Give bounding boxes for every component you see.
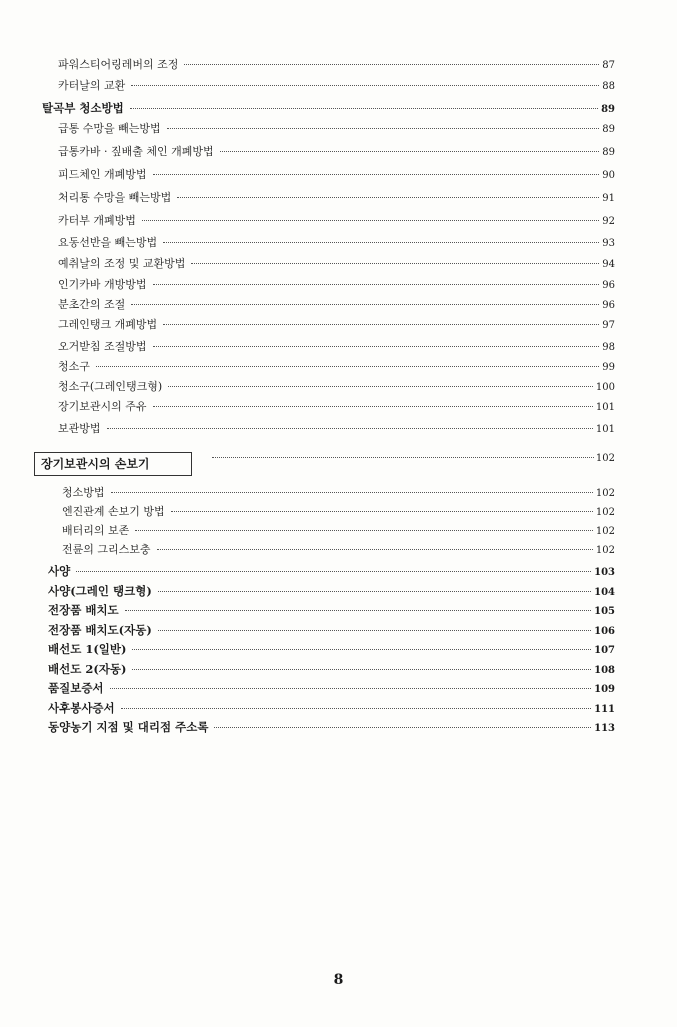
toc-entry[interactable] (58, 145, 615, 160)
leader-dots (220, 151, 600, 152)
toc-entry-page: 89 (602, 124, 615, 135)
toc-entry[interactable] (58, 257, 615, 272)
toc-entry-label: 인기카바 개방방법 (58, 278, 147, 291)
toc-entry[interactable] (58, 400, 615, 415)
leader-dots (158, 630, 591, 631)
toc-entry-page: 100 (595, 382, 615, 393)
toc-entry[interactable] (48, 603, 615, 619)
leader-dots (132, 649, 591, 650)
leader-dots (163, 242, 599, 243)
leader-dots (168, 386, 593, 387)
toc-entry-page: 87 (602, 60, 615, 71)
leader-dots (214, 727, 591, 728)
toc-entry-page: 102 (595, 488, 615, 499)
section-heading-box[interactable] (34, 452, 192, 476)
toc-entry-label: 장기보관시의 주유 (58, 400, 147, 413)
leader-dots (177, 197, 599, 198)
leader-dots (121, 708, 591, 709)
toc-entry-page: 98 (602, 342, 615, 353)
toc-entry-label: 사양(그레인 탱크형) (48, 584, 152, 598)
toc-entry[interactable] (58, 380, 615, 395)
toc-entry[interactable] (62, 524, 615, 539)
toc-entry[interactable] (62, 505, 615, 520)
toc-entry-page: 101 (595, 402, 615, 413)
toc-entry-page: 108 (594, 665, 615, 676)
toc-entry-label: 청소구 (58, 360, 90, 373)
toc-entry-label: 급통카바 · 짚배출 체인 개폐방법 (58, 145, 214, 158)
toc-entry-page: 106 (594, 626, 615, 637)
toc-entry-label: 청소방법 (62, 486, 105, 499)
section-heading-leader (212, 452, 615, 466)
leader-dots (157, 549, 593, 550)
toc-entry[interactable] (58, 214, 615, 229)
toc-entry-page: 111 (594, 704, 615, 715)
leader-dots (158, 591, 591, 592)
toc-entry-label: 청소구(그레인탱크형) (58, 380, 163, 393)
leader-dots (212, 457, 594, 458)
leader-dots (167, 128, 600, 129)
toc-entry[interactable] (62, 543, 615, 558)
toc-entry[interactable] (58, 79, 615, 94)
toc-entry-label: 파워스티어링레버의 조정 (58, 58, 179, 71)
section-heading-page: 102 (595, 453, 615, 464)
toc-entry[interactable] (58, 318, 615, 333)
toc-entry-label: 카터부 개폐방법 (58, 214, 136, 227)
toc-entry-label: 품질보증서 (48, 681, 104, 695)
leader-dots (96, 366, 599, 367)
toc-entry-label: 전장품 배치도(자동) (48, 623, 152, 637)
toc-entry-page: 102 (595, 526, 615, 537)
toc-entry-label: 예취날의 조정 및 교환방법 (58, 257, 186, 270)
toc-entry[interactable] (48, 642, 615, 658)
toc-entry[interactable] (58, 58, 615, 73)
toc-entry-page: 96 (602, 300, 615, 311)
leader-dots (111, 492, 593, 493)
toc-entry-label: 분초간의 조절 (58, 298, 126, 311)
toc-entry-label: 카터날의 교환 (58, 79, 126, 92)
page-number: 8 (333, 972, 344, 988)
leader-dots (191, 263, 599, 264)
toc-entry-label: 배선도 1(일반) (48, 642, 127, 656)
leader-dots (153, 174, 600, 175)
toc-entry[interactable] (58, 340, 615, 355)
toc-entry[interactable] (48, 681, 615, 697)
toc-entry-page: 105 (594, 606, 615, 617)
leader-dots (163, 324, 599, 325)
toc-entry-page: 92 (602, 216, 615, 227)
toc-entry-label: 그레인탱크 개폐방법 (58, 318, 158, 331)
leader-dots (153, 284, 600, 285)
toc-entry-page: 109 (594, 684, 615, 695)
toc-entry[interactable] (48, 720, 615, 736)
toc-entry-page: 89 (602, 147, 615, 158)
toc-entry-page: 113 (594, 723, 615, 734)
leader-dots (76, 571, 591, 572)
toc-entry[interactable] (42, 101, 615, 117)
leader-dots (130, 108, 598, 109)
leader-dots (153, 406, 593, 407)
toc-entry-label: 피드체인 개폐방법 (58, 168, 147, 181)
leader-dots (107, 428, 593, 429)
toc-entry-page: 90 (602, 170, 615, 181)
leader-dots (125, 610, 591, 611)
leader-dots (135, 530, 593, 531)
toc-entry-label: 요동선반을 빼는방법 (58, 236, 158, 249)
toc-entry[interactable] (58, 236, 615, 251)
toc-entry-page: 103 (594, 567, 615, 578)
toc-entry[interactable] (58, 422, 615, 437)
toc-entry-label: 엔진관계 손보기 방법 (62, 505, 165, 518)
leader-dots (184, 64, 599, 65)
toc-entry[interactable] (48, 662, 615, 678)
toc-entry-page: 102 (595, 507, 615, 518)
toc-entry-label: 급통 수망을 빼는방법 (58, 122, 161, 135)
toc-entry[interactable] (48, 623, 615, 639)
toc-entry-page: 97 (602, 320, 615, 331)
leader-dots (131, 304, 599, 305)
leader-dots (131, 85, 599, 86)
toc-entry-label: 배선도 2(자동) (48, 662, 127, 676)
toc-entry-page: 96 (602, 280, 615, 291)
toc-entry[interactable] (58, 298, 615, 313)
toc-entry-label: 사후봉사증서 (48, 701, 115, 715)
toc-entry-page: 107 (594, 645, 615, 656)
toc-entry-label: 보관방법 (58, 422, 101, 435)
leader-dots (171, 511, 593, 512)
toc-entry-page: 91 (602, 193, 615, 204)
leader-dots (132, 669, 591, 670)
toc-entry-label: 전장품 배치도 (48, 603, 119, 617)
toc-entry-label: 사양 (48, 564, 71, 578)
toc-entry-page: 94 (602, 259, 615, 270)
toc-entry-page: 99 (602, 362, 615, 373)
toc-entry-label: 동양농기 지점 및 대리점 주소록 (48, 720, 209, 734)
toc-entry[interactable] (48, 584, 615, 600)
toc-entry-page: 89 (601, 104, 615, 115)
toc-entry[interactable] (48, 564, 615, 580)
toc-entry[interactable] (62, 486, 615, 501)
toc-entry-page: 102 (595, 545, 615, 556)
leader-dots (110, 688, 592, 689)
toc-entry-label: 탈곡부 청소방법 (42, 101, 124, 115)
toc-entry-page: 88 (602, 81, 615, 92)
toc-entry-label: 처리통 수망을 빼는방법 (58, 191, 172, 204)
leader-dots (142, 220, 599, 221)
toc-entry[interactable] (58, 360, 615, 375)
toc-entry[interactable] (58, 278, 615, 293)
toc-entry-label: 전륜의 그리스보충 (62, 543, 151, 556)
toc-entry[interactable] (48, 701, 615, 717)
leader-dots (153, 346, 600, 347)
toc-entry-label: 배터리의 보존 (62, 524, 130, 537)
toc-entry-page: 93 (602, 238, 615, 249)
toc-entry[interactable] (58, 122, 615, 137)
toc-entry-page: 104 (594, 587, 615, 598)
toc-entry[interactable] (58, 168, 615, 183)
toc-entry-page: 101 (595, 424, 615, 435)
toc-entry[interactable] (58, 191, 615, 206)
section-heading-label: 장기보관시의 손보기 (41, 457, 150, 471)
toc-entry-label: 오거받침 조절방법 (58, 340, 147, 353)
